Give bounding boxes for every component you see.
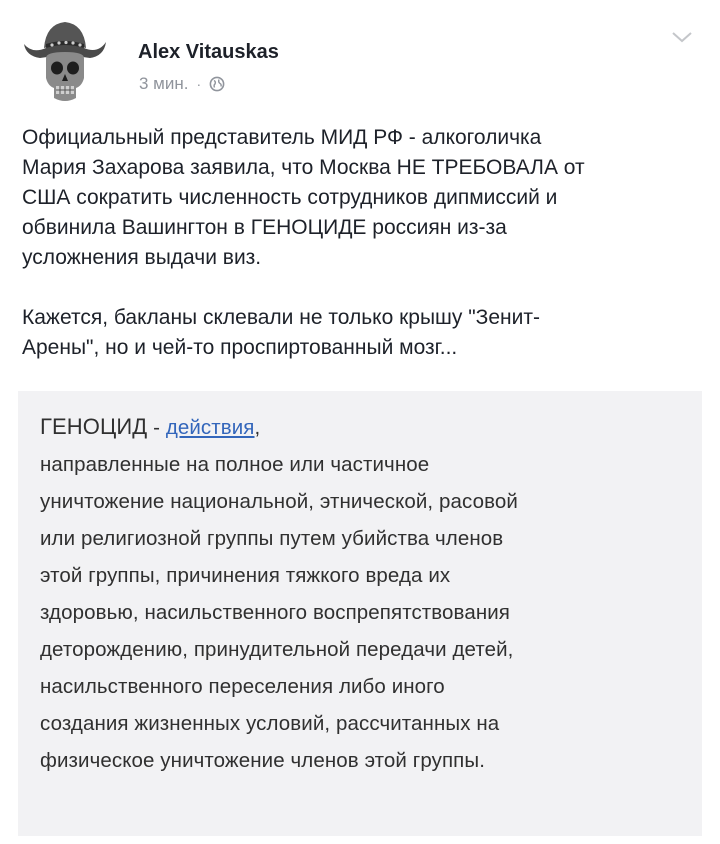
post-time[interactable]: 3 мин. — [139, 74, 189, 93]
post-paragraph: Официальный представитель МИД РФ - алкоголичка Мария Захарова заявила, что Москва НЕ ТРЕБОВАЛА от США сократить численность сотрудников дипмиссий и обвинила Вашингтон в ГЕНОЦИДЕ россиян из-за усложнения выдачи виз. — [22, 126, 585, 269]
attached-image[interactable] — [18, 391, 702, 836]
definition-line: направленные на полное или частичное — [40, 453, 430, 476]
definition-link[interactable]: действия — [165, 416, 255, 439]
definition-term: ГЕНОЦИД — [40, 414, 148, 439]
meta-separator: · — [196, 76, 202, 92]
definition-line: создания жизненных условий, рассчитанных на — [40, 712, 500, 735]
definition-line: этой группы, причинения тяжкого вреда их — [40, 564, 451, 587]
definition-line: физическое уничтожение членов этой группы. — [40, 749, 486, 772]
definition-line: или религиозной группы путем убийства членов — [40, 527, 504, 550]
globe-icon[interactable] — [209, 76, 225, 92]
definition-comma: , — [254, 416, 261, 439]
definition-text — [40, 408, 710, 779]
definition-line: здоровью, насильственного воспрепятствования — [40, 601, 510, 624]
definition-line: уничтожение национальной, этнической, расовой — [40, 490, 518, 513]
definition-dash: - — [147, 416, 166, 439]
author-name[interactable]: Alex Vitauskas — [138, 41, 279, 63]
definition-line: насильственного переселения либо иного — [40, 675, 445, 698]
post-paragraph: Кажется, бакланы склевали не только крышу "Зенит- Арены", но и чей-то проспиртованный мозг... — [22, 306, 540, 359]
chevron-down-icon[interactable] — [670, 28, 694, 46]
post-meta — [139, 74, 225, 94]
definition-line: деторождению, принудительной передачи детей, — [40, 638, 514, 661]
post-body — [22, 123, 702, 363]
skull-cowboy-avatar[interactable] — [20, 14, 110, 110]
post-header — [20, 14, 700, 110]
definition-heading — [40, 408, 710, 446]
